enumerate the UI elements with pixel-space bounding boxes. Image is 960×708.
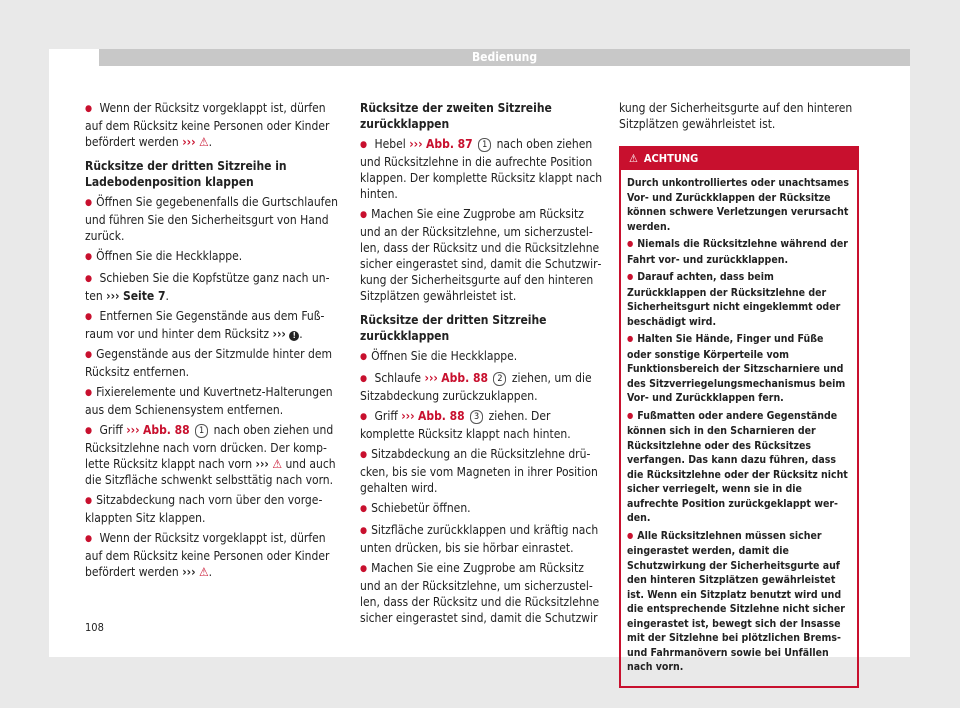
warning-icon: ⚠	[198, 135, 209, 149]
warning-box-body	[621, 170, 857, 686]
warning-icon: ⚠	[198, 565, 209, 579]
column-right	[619, 100, 867, 688]
warning-icon: ⚠	[629, 152, 638, 165]
arrow-icon: ›››	[106, 289, 120, 303]
info-icon: !	[289, 331, 299, 341]
warning-item: ● Darauf achten, dass beim Zurückklappen der Rücksitzlehne der Sicherheitsgurt nicht eingeklemmt oder beschädigt wird.	[627, 270, 851, 329]
arrow-icon: ›››	[182, 135, 196, 149]
warning-item: ● Fußmatten oder andere Gegenstände können sich in den Scharnieren der Rücksitzlehne oder des Rücksitzes verfangen. Das kann dazu führen, dass die Rücksitzlehne oder der Rücksitz nicht sicher verriegelt, wenn sie in die aufrechte Position zurückgeklappt werden.	[627, 409, 851, 526]
section-heading: Rücksitze der dritten Sitzreihe zurückklappen	[360, 313, 547, 343]
list-item: ● Hebel ››› Abb. 87 1 nach oben ziehen und Rücksitzlehne in die aufrechte Position klappen. Der komplette Rücksitz klappt nach hinten.	[360, 136, 607, 202]
warning-title: ACHTUNG	[643, 152, 699, 165]
arrow-icon: ›››	[182, 565, 196, 579]
continued-text: kung der Sicherheitsgurte auf den hinteren Sitzplätzen gewährleistet ist.	[619, 101, 853, 131]
callout-number: 1	[195, 424, 208, 438]
figure-reference-link[interactable]: Abb. 88	[417, 409, 465, 423]
warning-item: ● Alle Rücksitzlehnen müssen sicher eingerastet werden, damit die Schutzwirkung der Sicherheitsgurte auf den hinteren Sitzplätzen gewährleistet ist. Wenn ein Sitzplatz benutzt wird und die entsprechende Sitzlehne nicht sicher eingerastet ist, bewegt sich der Insasse mit der Sitzlehne bei plötzlichen Brems- und Fahrmanövern sowie bei Unfällen nach vorn.	[627, 529, 851, 675]
list-item: ● Schieben Sie die Kopfstütze ganz nach unten ››› Seite 7.	[85, 270, 341, 304]
figure-reference-link[interactable]: Abb. 88	[142, 423, 190, 437]
manual-page	[49, 49, 910, 673]
warning-box-header	[621, 148, 857, 170]
list-item: ● Entfernen Sie Gegenstände aus dem Fußraum vor und hinter dem Rücksitz ››› ! .	[85, 308, 341, 342]
column-left	[85, 100, 341, 584]
arrow-icon: ›››	[255, 457, 269, 471]
column-middle	[360, 100, 607, 630]
warning-intro: Durch unkontrolliertes oder unachtsames Vor- und Zurückklappen der Rücksitze können schwere Verletzungen verursacht werden.	[627, 177, 849, 233]
list-item: ● Öffnen Sie die Heckklappe.	[85, 248, 341, 266]
arrow-icon: ›››	[272, 327, 286, 341]
list-item: ● Öffnen Sie die Heckklappe.	[360, 348, 607, 366]
list-item: ● Wenn der Rücksitz vorgeklappt ist, dürfen auf dem Rücksitz keine Personen oder Kinder befördert werden ››› ⚠.	[85, 530, 341, 580]
page-reference-link[interactable]: Seite 7	[122, 289, 166, 303]
list-item: ● Fixierelemente und Kuvertnetz-Halterungen aus dem Schienensystem entfernen.	[85, 384, 341, 418]
arrow-icon: ›››	[424, 371, 438, 385]
warning-icon: ⚠	[272, 457, 282, 471]
callout-number: 1	[478, 138, 491, 152]
list-item: ● Schlaufe ››› Abb. 88 2 ziehen, um die Sitzabdeckung zurückzuklappen.	[360, 370, 607, 404]
list-item: ● Öffnen Sie gegebenenfalls die Gurtschlaufen und führen Sie den Sicherheitsgurt von Hand zurück.	[85, 194, 341, 244]
warning-box	[619, 146, 859, 688]
list-item: ● Sitzfläche zurückklappen und kräftig nach unten drücken, bis sie hörbar einrastet.	[360, 522, 607, 556]
section-heading: Rücksitze der zweiten Sitzreihe zurückklappen	[360, 101, 552, 131]
list-item: ● Machen Sie eine Zugprobe am Rücksitz und an der Rücksitzlehne, um sicherzustellen, dass der Rücksitz und die Rücksitzlehne sicher eingerastet sind, damit die Schutzwir	[360, 560, 607, 626]
arrow-icon: ›››	[401, 409, 415, 423]
warning-item: ● Halten Sie Hände, Finger und Füße oder sonstige Körperteile vom Funktionsbereich der Sitzscharniere und des Sitzverriegelungsmechanismus beim Vor- und Zurückklappen fern.	[627, 332, 851, 406]
list-item: ● Schiebetür öffnen.	[360, 500, 607, 518]
page-number: 108	[85, 621, 104, 634]
list-item: ● Gegenstände aus der Sitzmulde hinter dem Rücksitz entfernen.	[85, 346, 341, 380]
list-item: ● Griff ››› Abb. 88 3 ziehen. Der komplette Rücksitz klappt nach hinten.	[360, 408, 607, 442]
warning-item: ● Niemals die Rücksitzlehne während der Fahrt vor- und zurückklappen.	[627, 237, 851, 267]
figure-reference-link[interactable]: Abb. 87	[426, 137, 473, 151]
arrow-icon: ›››	[126, 423, 140, 437]
callout-number: 3	[470, 410, 483, 424]
list-item: ● Machen Sie eine Zugprobe am Rücksitz und an der Rücksitzlehne, um sicherzustellen, dass der Rücksitz und die Rücksitzlehne sicher eingerastet sind, damit die Schutzwirkung der Sicherheitsgurte auf den hinteren Sitzplätzen gewährleistet ist.	[360, 206, 607, 304]
list-item: ● Griff ››› Abb. 88 1 nach oben ziehen und Rücksitzlehne nach vorn drücken. Der komplette Rücksitz klappt nach vorn ››› ⚠ und auch die Sitzfläche schwenkt selbsttätig nach vorn.	[85, 422, 341, 488]
callout-number: 2	[493, 372, 506, 386]
section-heading: Rücksitze der dritten Sitzreihe in Ladebodenposition klappen	[85, 159, 287, 189]
figure-reference-link[interactable]: Abb. 88	[441, 371, 488, 385]
list-item: ● Sitzabdeckung nach vorn über den vorgeklappten Sitz klappen.	[85, 492, 341, 526]
list-item: ● Sitzabdeckung an die Rücksitzlehne drücken, bis sie vom Magneten in ihrer Position gehalten wird.	[360, 446, 607, 496]
arrow-icon: ›››	[409, 137, 423, 151]
section-header: Bedienung	[99, 49, 910, 66]
list-item: ● Wenn der Rücksitz vorgeklappt ist, dürfen auf dem Rücksitz keine Personen oder Kinder befördert werden ››› ⚠.	[85, 100, 341, 150]
